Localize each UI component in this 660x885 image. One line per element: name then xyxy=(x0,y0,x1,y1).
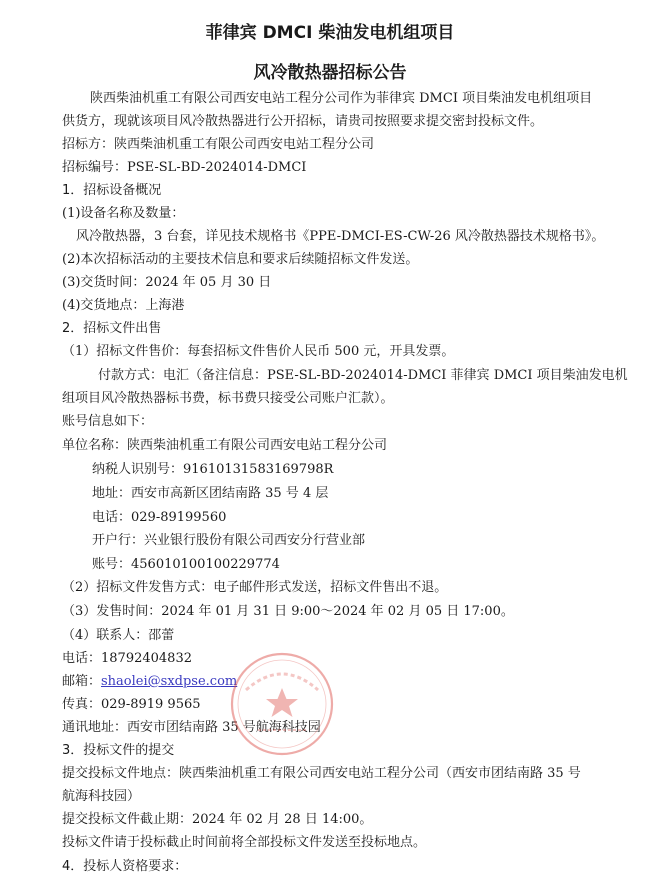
mail-address: 通讯地址：西安市团结南路 35 号航海科技园 xyxy=(62,720,321,735)
account-heading: 账号信息如下： xyxy=(62,414,154,429)
section-2-item-1: （1）招标文件售价：每套招标文件售价人民币 500 元，开具发票。 xyxy=(62,344,455,359)
section-1-item-4: (4)交货地点：上海港 xyxy=(62,298,185,313)
taxpayer-id: 纳税人识别号：91610131583169798R xyxy=(92,462,334,477)
payment-line-1: 付款方式：电汇（备注信息：PSE-SL-BD-2024014-DMCI 菲律宾 DMCI 项目柴油发电机 xyxy=(98,368,628,383)
submit-deadline: 提交投标文件截止期：2024 年 02 月 28 日 14:00。 xyxy=(62,812,373,827)
intro-line-1: 陕西柴油机重工有限公司西安电站工程分公司作为菲律宾 DMCI 项目柴油发电机组项目 xyxy=(90,91,593,106)
company-phone: 电话：029-89199560 xyxy=(92,510,227,525)
account-number: 账号：456010100100229774 xyxy=(92,557,280,572)
section-1-item-2: (2)本次招标活动的主要技术信息和要求后续随招标文件发送。 xyxy=(62,252,419,267)
submit-location-line-2: 航海科技园） xyxy=(62,789,141,804)
section-2-heading: 2．招标文件出售 xyxy=(62,321,162,336)
intro-line-2: 供货方，现就该项目风冷散热器进行公开招标，请贵司按照要求提交密封投标文件。 xyxy=(62,114,544,129)
document-title: 菲律宾 DMCI 柴油发电机组项目 xyxy=(205,23,455,43)
email-link[interactable]: shaolei@sxdpse.com xyxy=(101,674,238,689)
section-2-item-3: （3）发售时间：2024 年 01 月 31 日 9:00～2024 年 02 月 05 日 17:00。 xyxy=(62,604,514,619)
company-address: 地址：西安市高新区团结南路 35 号 4 层 xyxy=(92,486,329,501)
email-label: 邮箱： xyxy=(62,674,102,689)
email-line xyxy=(62,673,237,691)
submit-note: 投标文件请于投标截止时间前将全部投标文件发送至投标地点。 xyxy=(62,835,427,850)
section-1-item-3: (3)交货时间：2024 年 05 月 30 日 xyxy=(62,275,272,290)
section-3-heading: 3．投标文件的提交 xyxy=(62,743,175,758)
section-4-heading: 4．投标人资格要求： xyxy=(62,859,188,874)
contact-phone: 电话：18792404832 xyxy=(62,651,192,666)
section-1-item-1: (1)设备名称及数量： xyxy=(62,206,185,221)
company-seal-stamp xyxy=(228,650,336,758)
section-1-heading: 1．招标设备概况 xyxy=(62,183,162,198)
tenderer: 招标方：陕西柴油机重工有限公司西安电站工程分公司 xyxy=(62,137,375,152)
section-1-item-1-detail: 风冷散热器，3 台套，详见技术规格书《PPE-DMCI-ES-CW-26 风冷散热器技术规格书》。 xyxy=(76,229,605,244)
bank-name: 开户行：兴业银行股份有限公司西安分行营业部 xyxy=(92,533,366,548)
section-2-item-4: （4）联系人：邵蕾 xyxy=(62,628,175,643)
submit-location-line-1: 提交投标文件地点：陕西柴油机重工有限公司西安电站工程分公司（西安市团结南路 35 号 xyxy=(62,766,581,781)
payment-line-2: 组项目风冷散热器标书费，标书费只接受公司账户汇款）。 xyxy=(62,391,394,406)
tender-number: 招标编号：PSE-SL-BD-2024014-DMCI xyxy=(62,160,307,175)
section-2-item-2: （2）招标文件发售方式：电子邮件形式发送，招标文件售出不退。 xyxy=(62,580,448,595)
document-subtitle: 风冷散热器招标公告 xyxy=(253,63,407,83)
fax: 传真：029-8919 9565 xyxy=(62,697,201,712)
unit-name: 单位名称：陕西柴油机重工有限公司西安电站工程分公司 xyxy=(62,438,388,453)
